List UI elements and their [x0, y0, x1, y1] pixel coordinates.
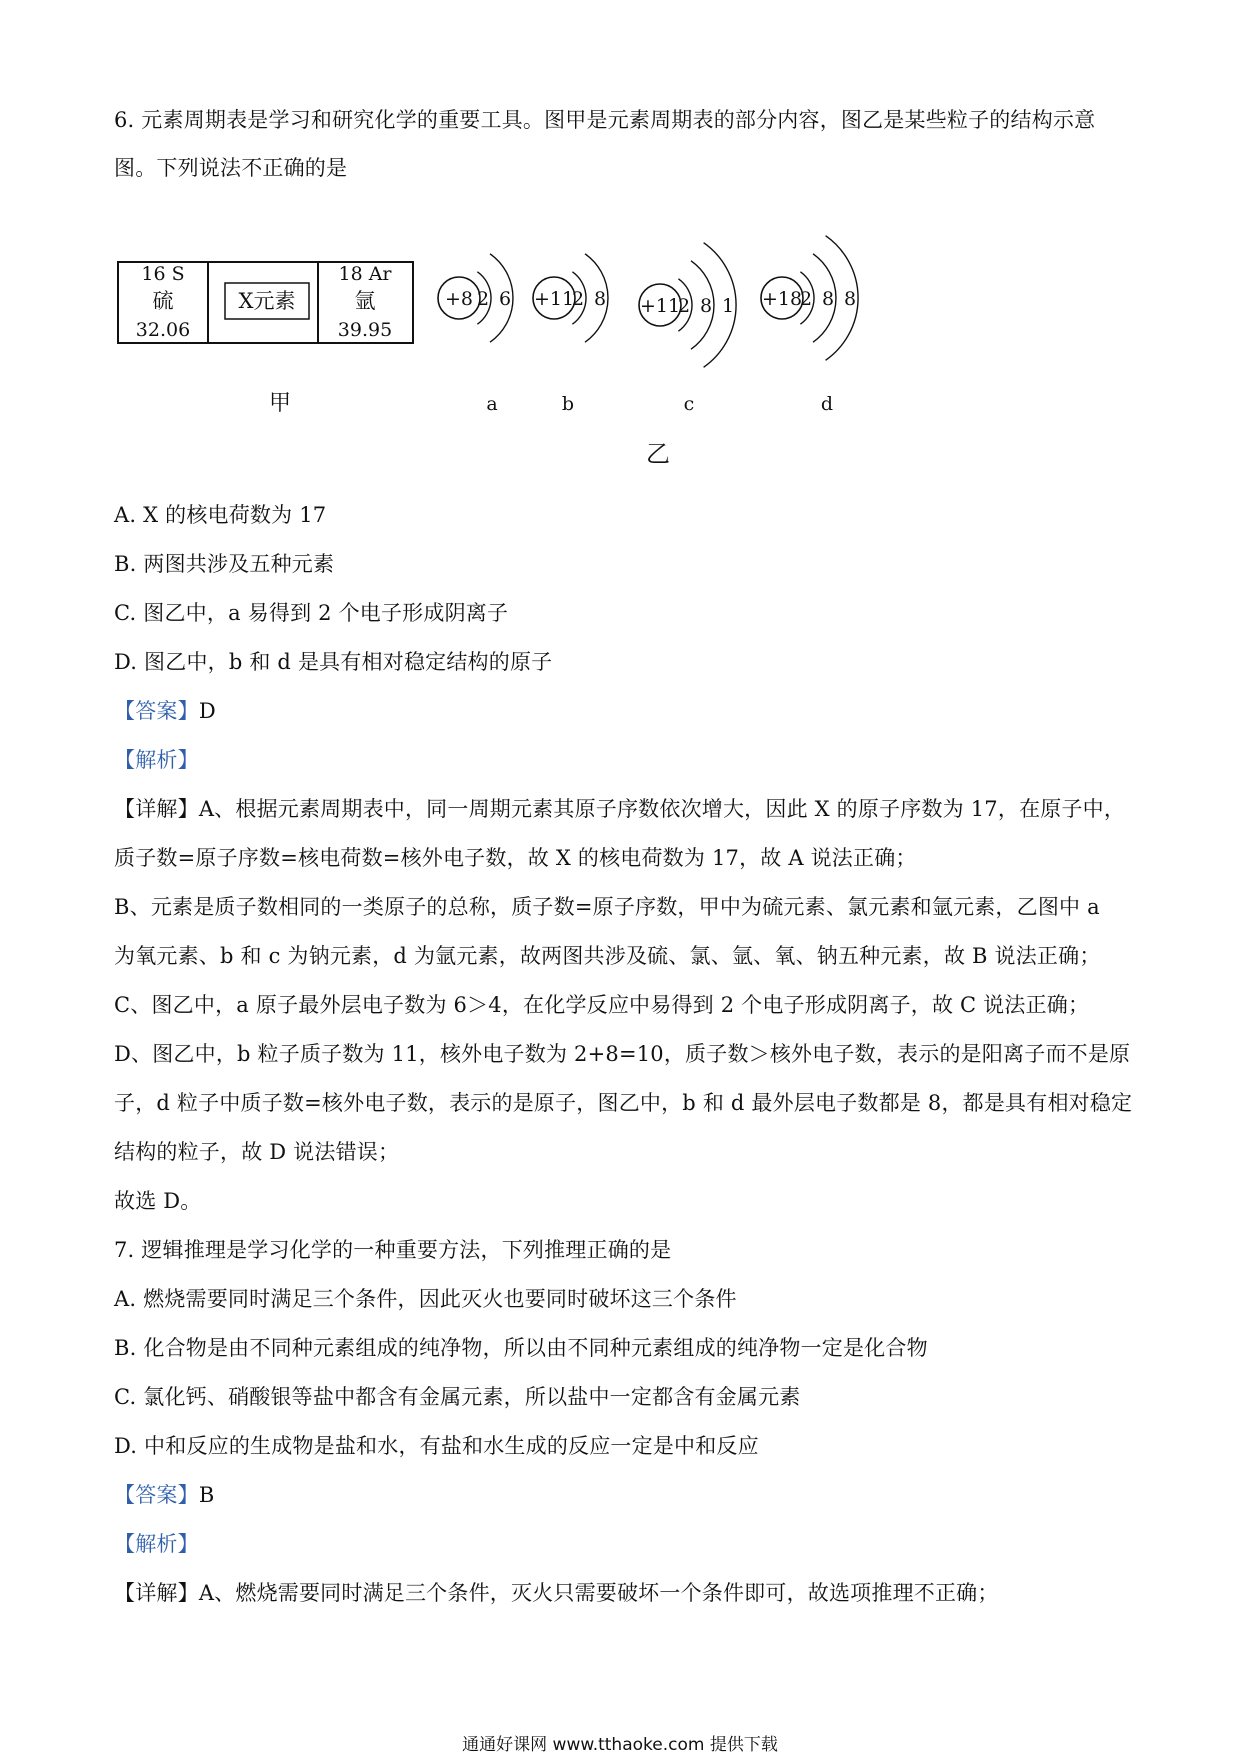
- argon-mass: 39.95: [337, 319, 393, 341]
- q6-option-d: D. 图乙中，b 和 d 是具有相对稳定结构的原子: [114, 650, 553, 674]
- particle-c: [639, 243, 736, 415]
- nucleus-charge: +8: [444, 288, 474, 310]
- electron-count: 2: [571, 288, 585, 310]
- particle-label: c: [683, 393, 695, 415]
- electron-count: 2: [677, 295, 691, 317]
- particle-b: [533, 254, 608, 415]
- electron-count: 8: [593, 288, 607, 310]
- q7-answer: [114, 1479, 214, 1509]
- particle-label: b: [561, 393, 575, 415]
- q7-option-a: A. 燃烧需要同时满足三个条件，因此灭火也要同时破坏这三个条件: [114, 1287, 737, 1311]
- answer-value: B: [198, 1483, 215, 1507]
- nucleus-charge: +11: [533, 288, 575, 310]
- particle-label: a: [486, 393, 498, 415]
- detail-tag: 【详解】: [114, 1581, 199, 1605]
- x-element-label: X元素: [238, 289, 296, 313]
- q7-stem: 7. 逻辑推理是学习化学的一种重要方法，下列推理正确的是: [114, 1238, 672, 1262]
- particle-d: [761, 236, 858, 415]
- q6-analysis-tag: 【解析】: [114, 748, 199, 772]
- q6-option-b: B. 两图共涉及五种元素: [114, 552, 335, 576]
- particle-a: [438, 254, 513, 415]
- q6-option-a: A. X 的核电荷数为 17: [114, 503, 327, 527]
- nucleus-charge: +11: [639, 295, 681, 317]
- q6-detail-line5: C、图乙中，a 原子最外层电子数为 6＞4，在化学反应中易得到 2 个电子形成阴离子，故 C 说法正确；: [114, 993, 1090, 1017]
- electron-count: 8: [821, 288, 835, 310]
- detail-tag: 【详解】: [114, 797, 199, 821]
- answer-value: D: [198, 699, 216, 723]
- q7-option-c: C. 氯化钙、硝酸银等盐中都含有金属元素，所以盐中一定都含有金属元素: [114, 1385, 801, 1409]
- q6-stem-line1: 6. 元素周期表是学习和研究化学的重要工具。图甲是元素周期表的部分内容，图乙是某些粒子的结构示意: [114, 108, 1096, 132]
- q6-detail-line1: [114, 793, 1125, 823]
- electron-count: 8: [699, 295, 713, 317]
- particle-diagrams: [438, 236, 858, 415]
- q6-detail-line6: D、图乙中，b 粒子质子数为 11，核外电子数为 2+8=10，质子数＞核外电子数，表示的是阳离子而不是原: [114, 1042, 1131, 1066]
- sulfur-mass: 32.06: [135, 319, 191, 341]
- q7-option-b: B. 化合物是由不同种元素组成的纯净物，所以由不同种元素组成的纯净物一定是化合物: [114, 1336, 928, 1360]
- q7-analysis-tag: 【解析】: [114, 1532, 199, 1556]
- electron-count: 2: [799, 288, 813, 310]
- particle-label: d: [820, 393, 834, 415]
- q6-detail-line3: B、元素是质子数相同的一类原子的总称，质子数=原子序数，甲中为硫元素、氯元素和氩元素，乙图中 a: [114, 895, 1100, 919]
- argon-name: 氩: [354, 289, 376, 313]
- electron-count: 2: [476, 288, 490, 310]
- q6-answer: [114, 695, 216, 725]
- q6-detail-line8: 结构的粒子，故 D 说法错误；: [114, 1140, 400, 1164]
- answer-tag: 【答案】: [114, 699, 199, 723]
- electron-count: 6: [498, 288, 512, 310]
- nucleus-charge: +18: [761, 288, 803, 310]
- periodic-table-excerpt: [118, 262, 413, 416]
- q6-detail-line4: 为氧元素、b 和 c 为钠元素，d 为氩元素，故两图共涉及硫、氯、氩、氧、钠五种元素，故 B 说法正确；: [114, 944, 1101, 968]
- answer-tag: 【答案】: [114, 1483, 199, 1507]
- q6-option-c: C. 图乙中，a 易得到 2 个电子形成阴离子: [114, 601, 509, 625]
- detail-text: A、根据元素周期表中，同一周期元素其原子序数依次增大，因此 X 的原子序数为 17，在原子中，: [198, 797, 1126, 821]
- q7-detail-line1: [114, 1577, 999, 1607]
- q7-option-d: D. 中和反应的生成物是盐和水，有盐和水生成的反应一定是中和反应: [114, 1434, 759, 1458]
- q6-detail-line9: 故选 D。: [114, 1189, 202, 1213]
- argon-number: 18 Ar: [338, 263, 392, 285]
- q6-detail-line2: 质子数=原子序数=核电荷数=核外电子数，故 X 的核电荷数为 17，故 A 说法正确；: [114, 846, 917, 870]
- page-footer: 通通好课网 www.tthaoke.com 提供下载: [462, 1735, 778, 1755]
- sulfur-number: 16 S: [141, 263, 185, 285]
- electron-count: 1: [721, 295, 735, 317]
- q6-figure: [0, 0, 1240, 480]
- electron-count: 8: [843, 288, 857, 310]
- q6-stem-line2: 图。下列说法不正确的是: [114, 156, 348, 180]
- sulfur-name: 硫: [152, 289, 174, 313]
- q6-detail-line7: 子，d 粒子中质子数=核外电子数，表示的是原子，图乙中，b 和 d 最外层电子数都是 8，都是具有相对稳定: [114, 1091, 1133, 1115]
- figure-jia-caption: 甲: [268, 391, 292, 416]
- detail-text: A、燃烧需要同时满足三个条件，灭火只需要破坏一个条件即可，故选项推理不正确；: [198, 1581, 999, 1605]
- figure-yi-caption: 乙: [646, 440, 670, 468]
